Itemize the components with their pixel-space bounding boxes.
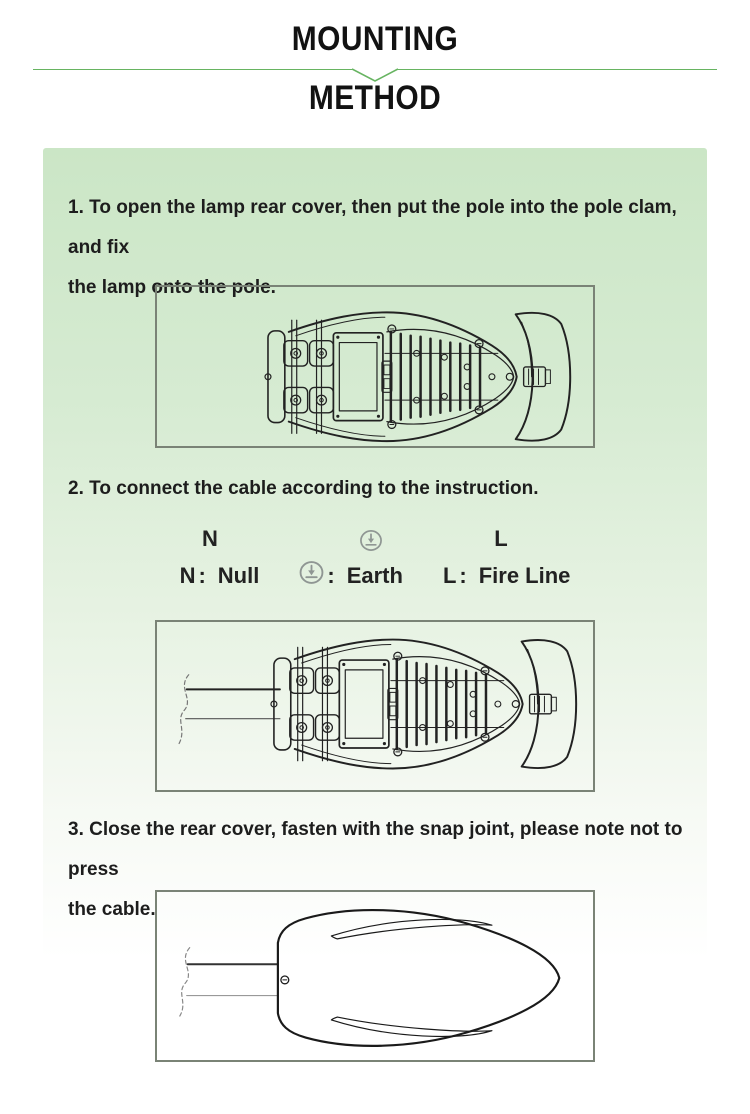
legend-l-colon: : [459,562,467,588]
step-2-line-1: 2. To connect the cable according to the instruction. [68,478,539,499]
divider-line-right [398,69,717,70]
figure-box-3 [155,890,595,1062]
legend-l-value: Fire Line [478,562,571,588]
wire-label-l: L [494,526,508,551]
legend-item-fire-line [443,560,570,591]
legend-n-label: N [179,562,196,588]
page-title-line-1: MOUNTING [291,20,459,58]
step-1-line-1: 1. To open the lamp rear cover, then put the pole into the pole clam, and fix [68,197,677,258]
lamp-open-top-view-drawing [157,287,593,446]
figure-box-2 [155,620,595,792]
legend-l-label: L [442,562,457,588]
wire-label-n: N [202,526,218,551]
legend-n-colon: : [198,562,206,588]
legend-n-value: Null [217,562,260,588]
figure-box-1 [155,285,595,448]
page-title-line-2: METHOD [308,79,442,117]
step-3-line-1: 3. Close the rear cover, fasten with the snap joint, please note not to press [68,819,683,880]
legend-item-earth [299,560,403,591]
legend-earth-value: Earth [346,562,403,588]
instructions-panel [43,148,707,1114]
lamp-closed-cover-drawing [157,892,593,1060]
wiring-legend [43,560,707,591]
step-1-line-2: the lamp onto the pole. [68,277,276,298]
step-3-line-2: the cable. [68,899,156,920]
legend-item-null [180,560,260,591]
lamp-with-pole-drawing [157,622,593,790]
divider-line-left [33,69,352,70]
earth-ground-icon [360,529,383,558]
step-2-text [68,469,685,509]
earth-ground-icon [299,560,324,591]
legend-earth-colon: : [327,562,335,588]
